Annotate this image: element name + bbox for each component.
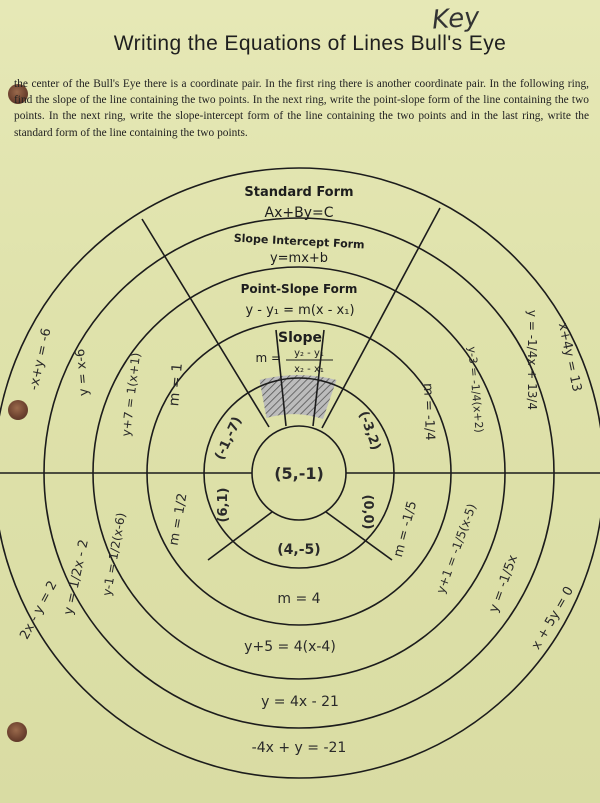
point-slope-title: Point-Slope Form <box>240 282 358 296</box>
point-slope-upper-left: y+7 = 1(x+1) <box>118 351 144 438</box>
slope-intercept-formula: y=mx+b <box>269 251 329 266</box>
point-right: (0,0) <box>360 494 375 530</box>
standard-bottom: -4x + y = -21 <box>251 740 347 756</box>
slope-bottom: m = 4 <box>277 591 321 607</box>
slope-right: m = -1/5 <box>390 499 421 559</box>
slope-intercept-upper-left: y = x-6 <box>72 347 93 397</box>
slope-formula-numerator: y₂ - y₁ <box>294 348 324 359</box>
slope-upper-right: m = -1/4 <box>420 382 437 441</box>
standard-form-formula: Ax+By=C <box>264 205 334 221</box>
slope-upper-left: m = 1 <box>166 362 186 407</box>
standard-form-title: Standard Form <box>244 185 354 200</box>
instructions-paragraph: the center of the Bull's Eye there is a coordinate pair. In the first ring there is another coordinate pair. In the following ring, find the slope of the line containing the two points. In the next ring, write the point-slope form of the line containing the two points. In the next ring, write the slope-intercept form of the line containing the two points and in the last ring, write the standard form of the line containing the two points. <box>14 78 589 139</box>
point-slope-formula: y - y₁ = m(x - x₁) <box>245 303 355 318</box>
standard-upper-left: -x+y = -6 <box>26 326 55 392</box>
standard-right: x + 5y = 0 <box>528 584 578 653</box>
slope-intercept-upper-right: y = -1/4x + 13/4 <box>525 309 539 411</box>
point-slope-upper-right: y-3 = -1/4(x+2) <box>465 346 486 434</box>
standard-left: 2x - y = 2 <box>17 578 61 643</box>
slope-intercept-right: y = -1/5x <box>486 552 522 615</box>
standard-upper-right: x+4y = 13 <box>554 321 585 394</box>
point-bottom: (4,-5) <box>277 542 321 558</box>
point-slope-right: y+1 = -1/5(x-5) <box>433 501 479 596</box>
slope-intercept-title: Slope Intercept Form <box>233 231 365 252</box>
point-upper-right: (-3,2) <box>355 409 384 453</box>
point-left: (6,1) <box>216 487 231 523</box>
point-upper-left: (-1,-7) <box>212 414 246 463</box>
worksheet-title: Writing the Equations of Lines Bull's Eye <box>113 32 507 55</box>
slope-title: Slope <box>277 330 323 346</box>
point-slope-left: y-1 = 1/2(x-6) <box>99 511 129 598</box>
slope-left: m = 1/2 <box>166 492 191 547</box>
point-slope-bottom: y+5 = 4(x-4) <box>244 639 336 655</box>
center-point: (5,-1) <box>274 464 324 483</box>
slope-formula-prefix: m = <box>255 351 281 365</box>
slope-intercept-left: y = 1/2x - 2 <box>61 538 92 617</box>
slope-intercept-bottom: y = 4x - 21 <box>261 694 339 710</box>
slope-formula-denominator: x₂ - x₁ <box>294 364 324 375</box>
key-annotation: Key <box>431 2 481 36</box>
